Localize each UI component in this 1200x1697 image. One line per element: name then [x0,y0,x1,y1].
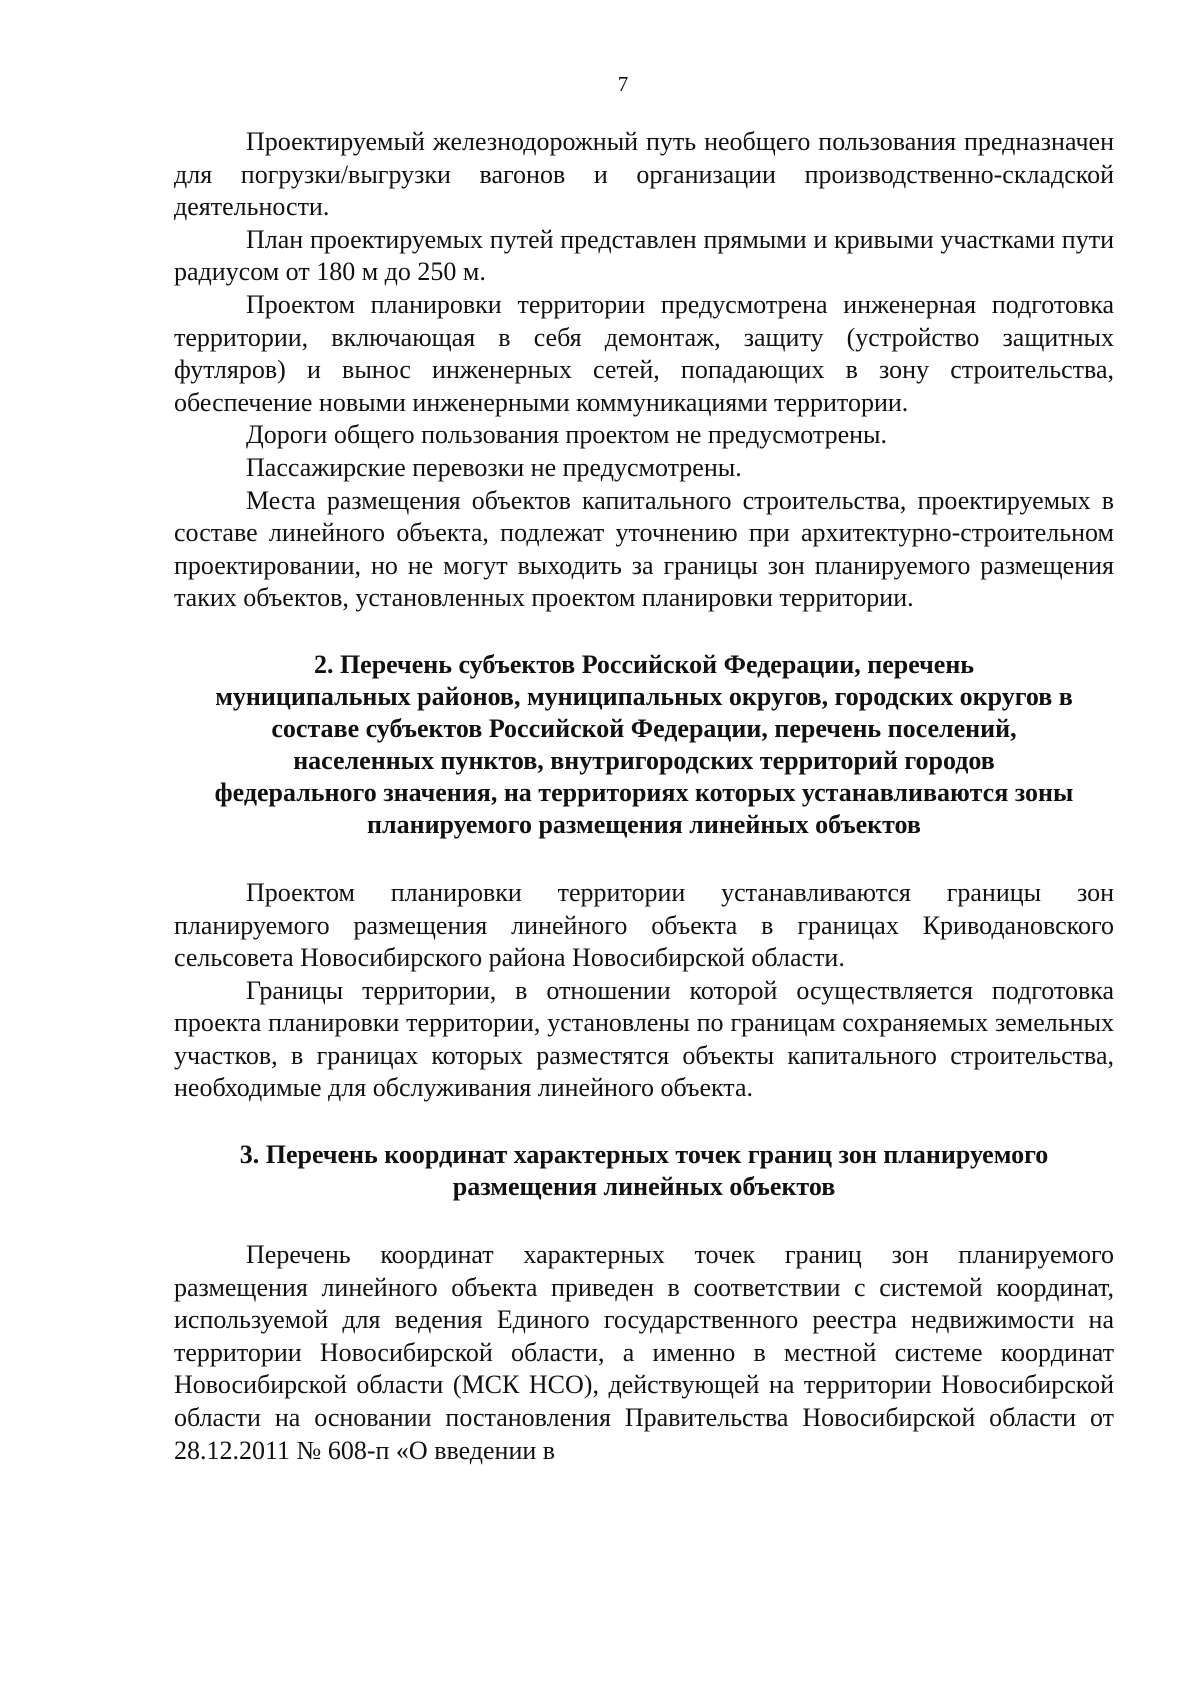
document-body [174,126,1114,1467]
spacer [174,615,1114,649]
paragraph: Места размещения объектов капитального строительства, проектируемых в составе линейного объекта, подлежат уточнению при архитектурно-строительном проектировании, но не могут выходить за границы зон планируемого размещения таких объектов, установленных проектом планировки территории. [174,485,1114,613]
heading-line: 2. Перечень субъектов Российской Федерации, перечень [313,649,975,679]
paragraph: План проектируемых путей представлен прямыми и кривыми участками пути радиусом от 180 м до 250 м. [174,224,1114,287]
section-2-heading [174,649,1114,841]
heading-line: населенных пунктов, внутригородских территорий городов [293,745,995,775]
paragraph: Проектируемый железнодорожный путь необщего пользования предназначен для погрузки/выгрузки вагонов и организации производственно-складской деятельности. [174,127,1114,222]
paragraph: Дороги общего пользования проектом не предусмотрены. [246,420,887,450]
spacer [174,1203,1114,1239]
paragraph: Границы территории, в отношении которой осуществляется подготовка проекта планировки территории, установлены по границам сохраняемых земельных участков, в границах которых разместятся объекты капитального строительства, необходимые для обслуживания линейного объекта. [174,975,1114,1103]
section-2 [174,877,1114,1105]
paragraph: Проектом планировки территории устанавливаются границы зон планируемого размещения линейного объекта в границах Криводановского сельсовета Новосибирского района Новосибирской области. [174,877,1114,973]
heading-line: составе субъектов Российской Федерации, перечень поселений, [271,713,1017,743]
section-3 [174,1239,1114,1467]
heading-line: планируемого размещения линейных объектов [367,809,921,839]
heading-line: 3. Перечень координат характерных точек границ зон планируемого [239,1140,1049,1170]
section-1 [174,126,1114,615]
section-3-heading [174,1139,1114,1203]
spacer [174,841,1114,877]
paragraph: Пассажирские перевозки не предусмотрены. [246,452,742,482]
heading-line: размещения линейных объектов [452,1172,836,1202]
paragraph: Проектом планировки территории предусмотрена инженерная подготовка территории, включающая в себя демонтаж, защиту (устройство защитных футляров) и вынос инженерных сетей, попадающих в зону строительства, обеспечение новыми инженерными коммуникациями территории. [174,289,1114,417]
spacer [174,1105,1114,1139]
heading-line: федерального значения, на территориях которых устанавливаются зоны [214,777,1074,807]
paragraph: Перечень координат характерных точек границ зон планируемого размещения линейного объекта приведен в соответствии с системой координат, используемой для ведения Единого государственного реестра недвижимости на территории Новосибирской области, а именно в местной системе координат Новосибирской области (МСК НСО), действующей на территории Новосибирской области на основании постановления Правительства Новосибирской области от 28.12.2011 № 608-п «О введении в [174,1240,1114,1465]
page-number: 7 [617,72,629,96]
heading-line: муниципальных районов, муниципальных округов, городских округов в [215,681,1073,711]
